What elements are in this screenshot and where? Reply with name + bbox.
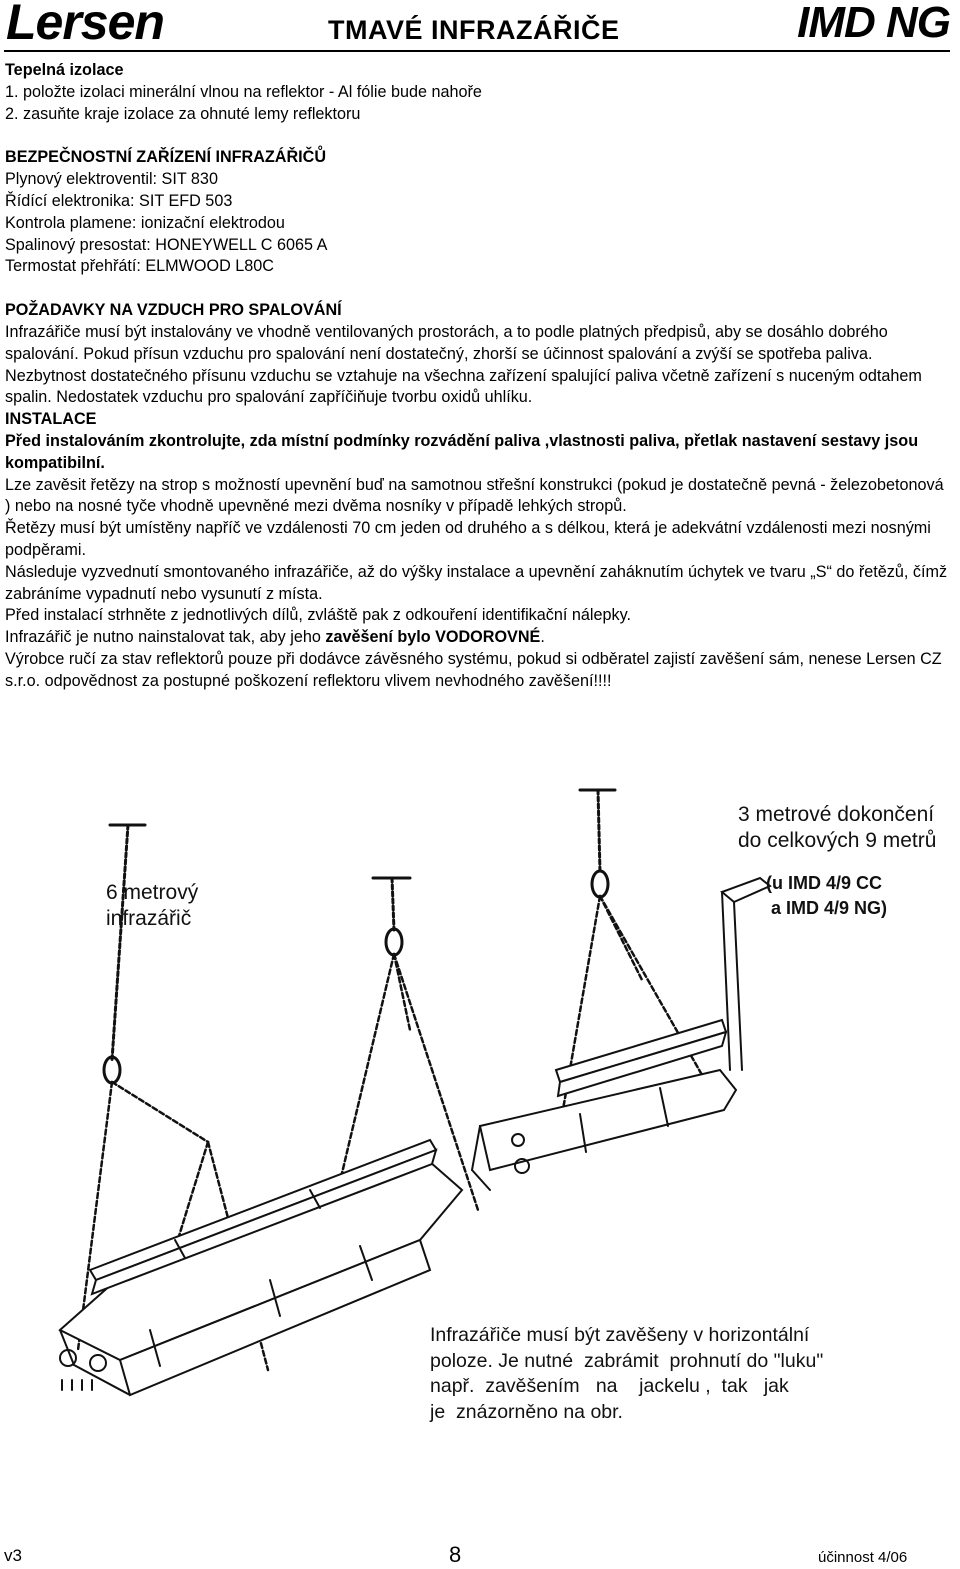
model-name: IMD NG — [797, 0, 950, 47]
thermal-step-1: 1. položte izolaci minerální vlnou na reflektor - Al fólie bude nahoře — [5, 82, 482, 101]
label-line: 3 metrové dokončení — [738, 803, 935, 826]
install-p5-bold: zavěšení bylo VODOROVNÉ — [325, 628, 541, 647]
install-paragraph: Řetězy musí být umístěny napříč ve vzdálenosti 70 cm jeden od druhého a s délkou, která je adekvátní vzdálenosti mezi nosnými podpěrami. — [5, 519, 931, 559]
install-paragraph: Lze zavěsit řetězy na strop s možností upevnění buď na samotnou střešní konstrukci (pokud je dostatečně pevná - železobetonová ) nebo na nosné tyče vhodně upevněné mezi dvěma nosníky v případě lehkých stropů. — [5, 475, 944, 516]
install-p5-pre: Infrazářič je nutno nainstalovat tak, aby jeho — [5, 628, 326, 647]
document-body — [5, 60, 953, 693]
page-footer — [0, 1540, 960, 1569]
installation-figure — [0, 770, 960, 1470]
install-paragraph: Následuje vyzvednutí smontovaného infrazářiče, až do výšky instalace a upevnění zaháknutím úchytek ve tvaru „S“ do řetězů, čímž zabráníme vypadnutí nebo vysunutí z místa. — [5, 562, 948, 603]
label-line: Infrazářiče musí být zavěšeny v horizontální — [430, 1324, 810, 1346]
ceiling-hook — [110, 790, 615, 878]
heater-6m-body — [60, 1140, 462, 1395]
effective-date: účinnost 4/06 — [818, 1549, 908, 1566]
air-heading: POŽADAVKY NA VZDUCH PRO SPALOVÁNÍ — [5, 301, 342, 320]
label-line: např. zavěšením na jackelu , tak jak — [430, 1375, 789, 1397]
extension-bar — [722, 878, 770, 1070]
safety-item: Spalinový presostat: HONEYWELL C 6065 A — [5, 235, 328, 254]
page-header — [4, 0, 950, 52]
safety-heading: BEZPEČNOSTNÍ ZAŘÍZENÍ INFRAZÁŘIČŮ — [5, 148, 327, 167]
label-6m-heater — [106, 880, 198, 932]
thermal-step-2: 2. zasuňte kraje izolace za ohnuté lemy reflektoru — [5, 104, 361, 123]
install-paragraph: Před instalací strhněte z jednotlivých dílů, zvláště pak z odkouření identifikační nálepky. — [5, 606, 631, 625]
label-3m-extension — [738, 802, 936, 854]
label-line: infrazářič — [106, 907, 192, 930]
label-line: do celkových 9 metrů — [738, 829, 937, 852]
label-models — [766, 871, 887, 921]
label-line: poloze. Je nutné zabrámit prohnutí do "luku" — [430, 1349, 824, 1372]
install-warning: Před instalováním zkontrolujte, zda místní podmínky rozvádění paliva ,vlastnosti paliva, přetlak nastavení sestavy jsou kompatibilní. — [5, 431, 919, 472]
heater-3m-body — [472, 1020, 736, 1190]
version-label: v3 — [4, 1546, 22, 1565]
safety-item: Plynový elektroventil: SIT 830 — [5, 170, 218, 189]
safety-item: Kontrola plamene: ionizační elektrodou — [5, 213, 285, 232]
thermal-heading: Tepelná izolace — [5, 61, 124, 79]
label-line: 6 metrový — [106, 881, 199, 904]
safety-item: Termostat přehřátí: ELMWOOD L80C — [5, 257, 274, 276]
brand-logo: Lersen — [6, 0, 164, 50]
label-line: a IMD 4/9 NG) — [766, 898, 888, 918]
document-title: TMAVÉ INFRAZÁŘIČE — [328, 15, 620, 45]
header-divider — [4, 50, 950, 52]
safety-item: Řídící elektronika: SIT EFD 503 — [5, 191, 233, 210]
label-line: (u IMD 4/9 CC — [766, 873, 883, 893]
air-paragraph: Infrazářiče musí být instalovány ve vhodně ventilovaných prostorách, a to podle platných předpisů, aby se dosáhlo dobrého spalování. Pokud přísun vzduchu pro spalování není dostatečný, zhorší se účinnost spalování a zvýší se spotřeba paliva. Nezbytnost dostatečného přísunu vzduchu se vztahuje na všechna zařízení spalující paliva včetně zařízení s nuceným odtahem spalin. Nedostatek vzduchu pro spalování zapříčiňuje tvorbu oxidů uhlíku. — [5, 322, 922, 407]
label-line: je znázorněno na obr. — [430, 1400, 623, 1423]
install-paragraph: Výrobce ručí za stav reflektorů pouze při dodávce závěsného systému, pokud si odběratel zajistí zavěšení sám, nenese Lersen CZ s.r.o. odpovědnost za postupné poškození reflektoru vlivem nevhodného zavěšení!!!! — [5, 649, 942, 690]
page-number: 8 — [449, 1542, 462, 1567]
install-p5-post: . — [540, 628, 545, 647]
install-paragraph — [5, 627, 953, 649]
label-horizontal-note — [430, 1323, 823, 1425]
install-heading: INSTALACE — [5, 410, 97, 429]
